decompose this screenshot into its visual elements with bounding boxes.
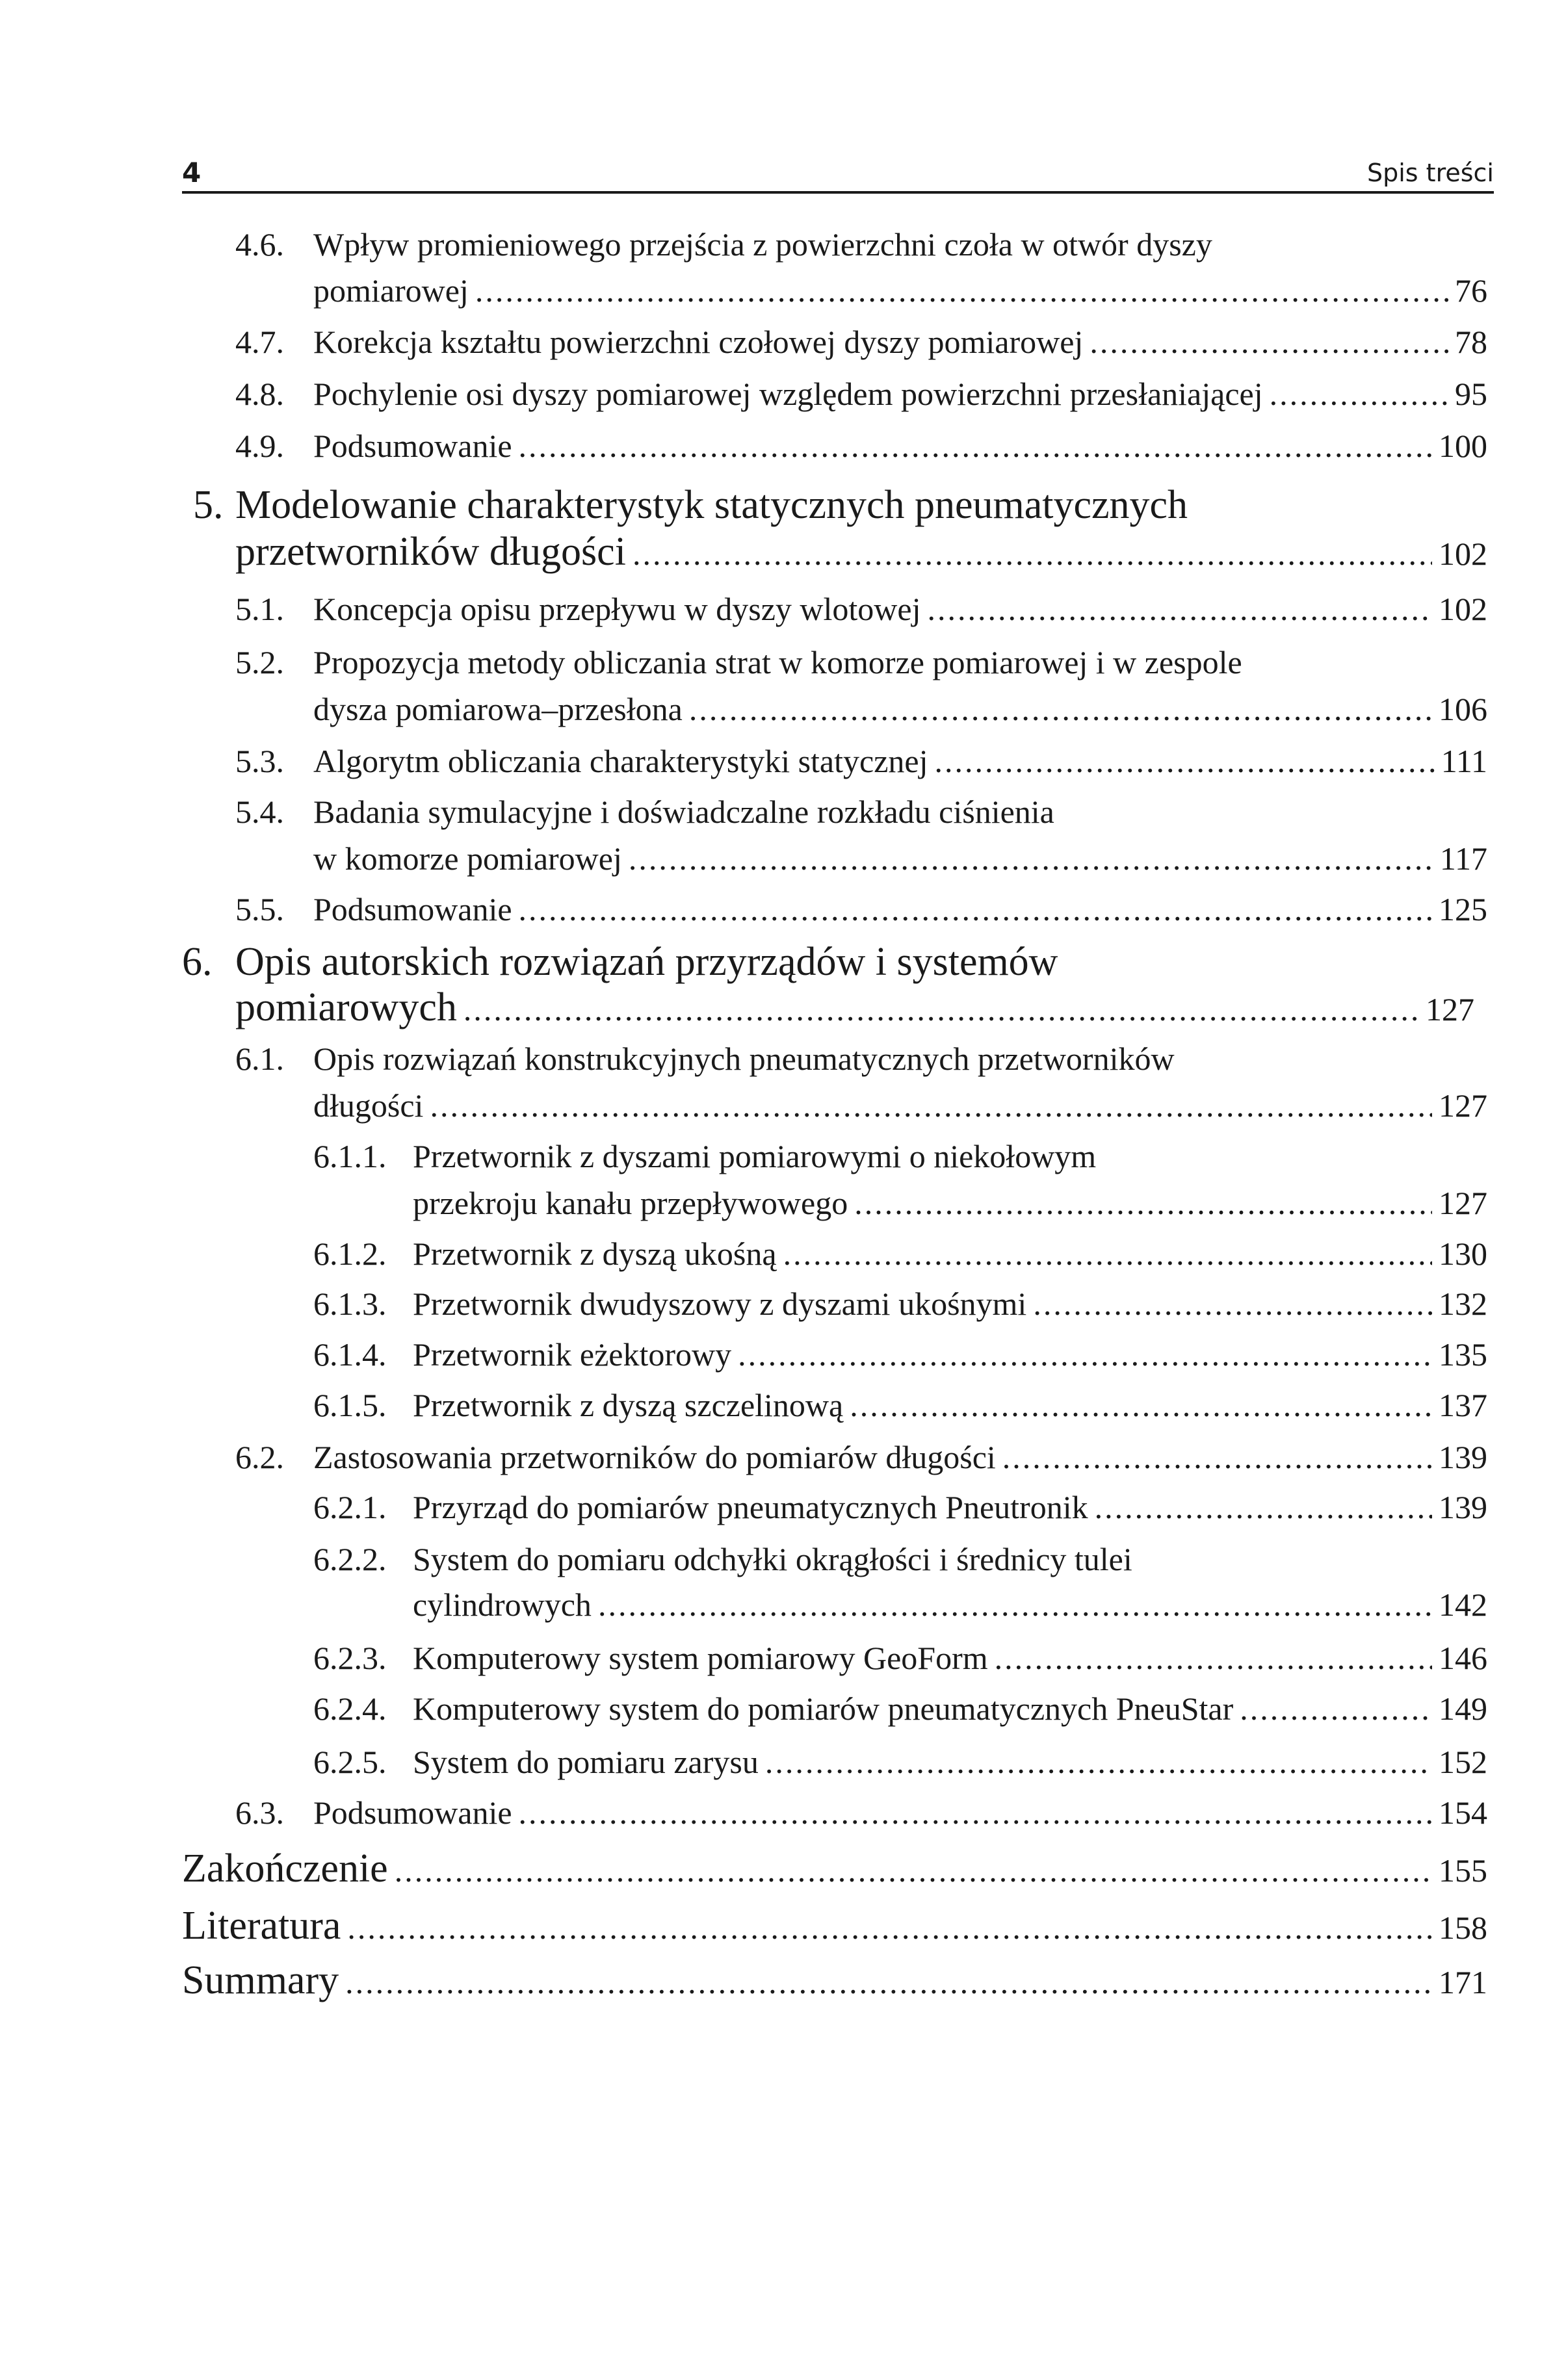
dot-leader: [783, 1235, 1432, 1273]
section-number: 5.2.: [235, 644, 284, 680]
subsection-number: 6.1.5.: [313, 1387, 387, 1423]
page-ref: 155: [1439, 1852, 1487, 1889]
section-title: Podsumowanie: [313, 891, 512, 927]
section-title: Algorytm obliczania charakterystyki statycznej: [313, 743, 928, 779]
section-title: Korekcja kształtu powierzchni czołowej dyszy pomiarowej: [313, 324, 1084, 360]
page-ref: 139: [1439, 1489, 1487, 1525]
page-ref: 106: [1439, 691, 1487, 727]
dot-leader: [738, 1336, 1432, 1373]
subsection-number: 6.1.2.: [313, 1235, 387, 1272]
dot-leader: [1033, 1285, 1432, 1323]
page-ref: 117: [1439, 840, 1487, 877]
page-ref: 95: [1455, 376, 1487, 412]
toc-leader-line: [182, 1903, 1487, 1949]
subsection-title: Przetwornik z dyszą ukośną: [413, 1235, 777, 1272]
subsection-number: 6.2.5.: [313, 1744, 387, 1780]
dot-leader: [1240, 1690, 1432, 1727]
toc-leader-line: [413, 1336, 1487, 1373]
page-ref: 152: [1439, 1744, 1487, 1780]
dot-leader: [475, 272, 1448, 309]
section-number: 4.7.: [235, 324, 284, 360]
dot-leader: [347, 1909, 1432, 1947]
running-title: Spis treści: [1367, 159, 1494, 187]
subsection-title: System do pomiaru zarysu: [413, 1744, 759, 1780]
toc-leader-line: [313, 323, 1487, 361]
dot-leader: [995, 1639, 1432, 1677]
toc-leader-line: [313, 1794, 1487, 1831]
section-title-continued: w komorze pomiarowej: [313, 840, 622, 877]
subsection-title: Komputerowy system pomiarowy GeoForm: [413, 1640, 988, 1676]
subsection-title: Przetwornik eżektorowy: [413, 1336, 732, 1373]
toc-leader-line: [313, 1087, 1487, 1124]
chapter-title-continued: przetworników długości: [235, 530, 626, 574]
dot-leader: [345, 1963, 1432, 2001]
dot-leader: [519, 427, 1432, 465]
toc-leader-line: [235, 529, 1487, 575]
page-ref: 146: [1439, 1640, 1487, 1676]
dot-leader: [633, 535, 1432, 573]
dot-leader: [854, 1184, 1432, 1222]
section-title: Podsumowanie: [313, 1794, 512, 1831]
page-ref: 130: [1439, 1235, 1487, 1272]
toc-leader-line: [313, 272, 1487, 309]
dot-leader: [395, 1852, 1432, 1889]
page-ref: 78: [1455, 324, 1487, 360]
page-ref: 76: [1455, 272, 1487, 309]
toc-leader-line: [313, 890, 1487, 928]
toc-leader-line: [313, 427, 1487, 465]
back-matter-title: Zakończenie: [182, 1846, 388, 1891]
section-title: Badania symulacyjne i doświadczalne rozkładu ciśnienia: [313, 794, 1054, 830]
page-ref: 139: [1439, 1439, 1487, 1475]
page-ref: 125: [1439, 891, 1487, 927]
dot-leader: [519, 890, 1432, 928]
section-number: 4.6.: [235, 226, 284, 263]
dot-leader: [430, 1087, 1432, 1124]
chapter-title: Modelowanie charakterystyk statycznych pneumatycznych: [235, 483, 1188, 527]
subsection-number: 6.2.2.: [313, 1541, 387, 1577]
section-title: Propozycja metody obliczania strat w komorze pomiarowej i w zespole: [313, 644, 1242, 680]
section-number: 5.3.: [235, 743, 284, 779]
toc-leader-line: [413, 1488, 1487, 1526]
page-ref: 111: [1441, 743, 1487, 779]
toc-leader-line: [182, 1846, 1487, 1892]
dot-leader: [1090, 323, 1448, 361]
toc-leader-line: [413, 1690, 1487, 1727]
page-header: [182, 142, 1494, 194]
chapter-title-continued: pomiarowych: [235, 985, 457, 1029]
toc-leader-line: [313, 690, 1487, 728]
toc-leader-line: [413, 1639, 1487, 1677]
section-number: 5.4.: [235, 794, 284, 830]
toc-leader-line: [313, 840, 1487, 877]
dot-leader: [850, 1386, 1432, 1424]
page-ref: 100: [1439, 428, 1487, 464]
dot-leader: [463, 990, 1419, 1028]
subsection-title-continued: przekroju kanału przepływowego: [413, 1185, 848, 1221]
page-ref: 142: [1439, 1586, 1487, 1623]
dot-leader: [1095, 1488, 1432, 1526]
subsection-number: 6.1.3.: [313, 1286, 387, 1322]
subsection-number: 6.2.1.: [313, 1489, 387, 1525]
toc-leader-line: [313, 375, 1487, 413]
page-ref: 158: [1439, 1909, 1487, 1946]
section-title: Zastosowania przetworników do pomiarów długości: [313, 1439, 996, 1475]
subsection-number: 6.2.3.: [313, 1640, 387, 1676]
subsection-number: 6.2.4.: [313, 1690, 387, 1727]
section-title: Koncepcja opisu przepływu w dyszy wlotowej: [313, 591, 921, 627]
subsection-title: Przyrząd do pomiarów pneumatycznych Pneutronik: [413, 1489, 1088, 1525]
dot-leader: [928, 590, 1433, 628]
page-ref: 135: [1439, 1336, 1487, 1373]
dot-leader: [1270, 375, 1448, 413]
section-number: 6.1.: [235, 1041, 284, 1077]
section-number: 6.2.: [235, 1439, 284, 1475]
toc-leader-line: [235, 985, 1474, 1031]
page-ref: 171: [1439, 1964, 1487, 2000]
page-ref: 102: [1439, 591, 1487, 627]
chapter-title: Opis autorskich rozwiązań przyrządów i systemów: [235, 940, 1058, 984]
page-ref: 137: [1439, 1387, 1487, 1423]
dot-leader: [934, 742, 1434, 780]
subsection-title: Przetwornik z dyszami pomiarowymi o niekołowym: [413, 1138, 1097, 1174]
toc-leader-line: [313, 742, 1487, 780]
dot-leader: [519, 1794, 1432, 1831]
section-number: 4.8.: [235, 376, 284, 412]
page-ref: 102: [1439, 536, 1487, 572]
chapter-number: 6.: [182, 940, 213, 984]
dot-leader: [689, 690, 1432, 728]
subsection-title: Komputerowy system do pomiarów pneumatycznych PneuStar: [413, 1690, 1234, 1727]
dot-leader: [1002, 1438, 1432, 1476]
dot-leader: [765, 1743, 1432, 1781]
section-number: 6.3.: [235, 1794, 284, 1831]
toc-leader-line: [413, 1586, 1487, 1623]
section-title: Wpływ promieniowego przejścia z powierzchni czoła w otwór dyszy: [313, 226, 1212, 263]
subsection-title: Przetwornik dwudyszowy z dyszami ukośnymi: [413, 1286, 1027, 1322]
page-ref: 149: [1439, 1690, 1487, 1727]
page-ref: 127: [1426, 991, 1474, 1028]
section-number: 5.1.: [235, 591, 284, 627]
subsection-title: System do pomiaru odchyłki okrągłości i średnicy tulei: [413, 1541, 1132, 1577]
page-ref: 154: [1439, 1794, 1487, 1831]
toc-leader-line: [413, 1386, 1487, 1424]
dot-leader: [629, 840, 1433, 877]
dot-leader: [598, 1586, 1432, 1623]
section-title: Pochylenie osi dyszy pomiarowej względem powierzchni przesłaniającej: [313, 376, 1263, 412]
toc-leader-line: [313, 590, 1487, 628]
toc-leader-line: [182, 1958, 1487, 2004]
section-title: Podsumowanie: [313, 428, 512, 464]
toc-leader-line: [313, 1438, 1487, 1476]
subsection-number: 6.1.1.: [313, 1138, 387, 1174]
section-title: Opis rozwiązań konstrukcyjnych pneumatycznych przetworników: [313, 1041, 1175, 1077]
page-ref: 127: [1439, 1185, 1487, 1221]
page-ref: 127: [1439, 1087, 1487, 1124]
subsection-number: 6.1.4.: [313, 1336, 387, 1373]
section-number: 4.9.: [235, 428, 284, 464]
toc-leader-line: [413, 1285, 1487, 1323]
page-ref: 132: [1439, 1286, 1487, 1322]
chapter-number: 5.: [193, 483, 224, 527]
section-title-continued: pomiarowej: [313, 272, 469, 309]
back-matter-title: Literatura: [182, 1904, 341, 1948]
section-title-continued: długości: [313, 1087, 424, 1124]
subsection-title: Przetwornik z dyszą szczelinową: [413, 1387, 844, 1423]
toc-leader-line: [413, 1184, 1487, 1222]
page-number: 4: [182, 157, 202, 188]
section-number: 5.5.: [235, 891, 284, 927]
section-title-continued: dysza pomiarowa–przesłona: [313, 691, 683, 727]
back-matter-title: Summary: [182, 1958, 339, 2002]
subsection-title-continued: cylindrowych: [413, 1586, 592, 1623]
toc-leader-line: [413, 1235, 1487, 1273]
toc-leader-line: [413, 1743, 1487, 1781]
